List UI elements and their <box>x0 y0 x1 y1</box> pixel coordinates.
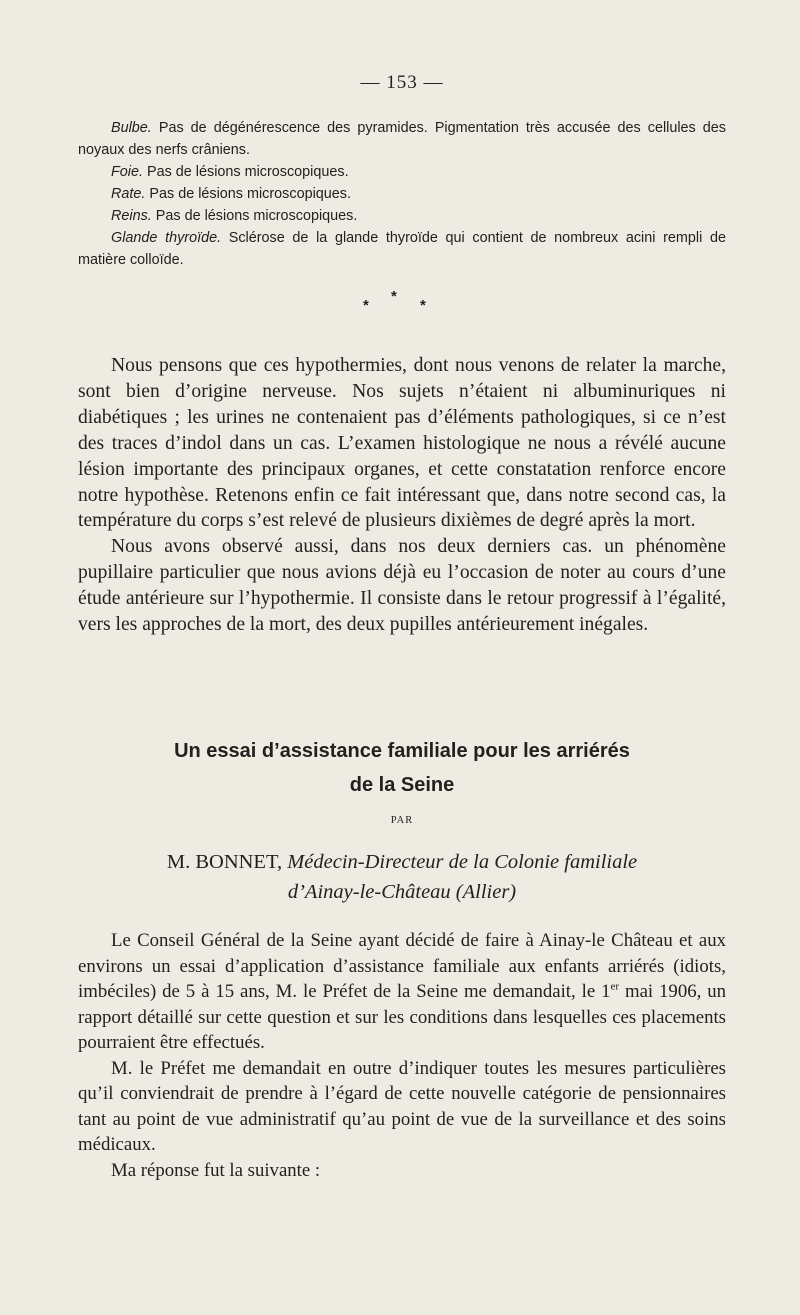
note-label: Foie. <box>111 164 143 180</box>
paragraph: Nous avons observé aussi, dans nos deux derniers cas. un phénomène pupillaire particulier que nous avions déjà eu l’occasion de noter au cours d’une étude antérieure sur l’hypothermie. Il consiste dans le retour progressif à l’égalité, vers les approches de la mort, des deux pupilles antérieurement inégales. <box>78 536 726 636</box>
note-text: Pas de lésions microscopiques. <box>151 208 358 224</box>
section-asterism <box>78 288 726 318</box>
author-block <box>78 847 726 907</box>
note-glande-thyroide <box>78 227 726 271</box>
author-line-1 <box>78 847 726 877</box>
autopsy-notes <box>78 117 726 271</box>
conclusion-text <box>78 353 726 638</box>
note-label: Glande thyroïde. <box>111 230 222 246</box>
author-name: M. BONNET, <box>166 851 283 873</box>
asterism-star-top: * <box>391 288 397 305</box>
note-text: Sclérose de la glande thyroïde qui contient de nombreux acini rempli de matière colloïde. <box>78 230 726 268</box>
superscript: er <box>610 980 620 993</box>
book-page <box>78 0 726 1315</box>
author-place: d’Ainay-le-Château (Allier) <box>287 881 517 903</box>
page-number: — 153 — <box>360 72 444 93</box>
author-line-2 <box>78 877 726 907</box>
asterism-star-right: * <box>420 297 426 314</box>
article-title-line-1: Un essai d’assistance familiale pour les arriérés <box>174 740 630 762</box>
paragraph: M. le Préfet me demandait en outre d’indiquer toutes les mesures particulières qu’il conviendrait de prendre à l’égard de cette nouvelle catégorie de pensionnaires tant au point de vue administratif qu’au point de vue de la surveillance et des soins médicaux. <box>78 1057 726 1155</box>
note-foie <box>78 161 726 183</box>
paragraph: Ma réponse fut la suivante : <box>111 1159 321 1181</box>
note-reins <box>78 205 726 227</box>
note-bulbe <box>78 117 726 161</box>
paragraph <box>78 928 726 1056</box>
paragraph-text: Le Conseil Général de la Seine ayant décidé de faire à Ainay-le Château et aux environs un essai d’application d’assistance familiale aux enfants arriérés (idiots, imbéciles) de 5 à 15 ans, M. le Préfet de la Seine me demandait, le 1 <box>78 930 726 1002</box>
article-body <box>78 928 726 1183</box>
paragraph-text: mai 1906, un rapport détaillé sur cette question et sur les conditions dans lesquelles ces placements pourraient être effectués. <box>78 981 726 1053</box>
byline-par: PAR <box>390 815 414 826</box>
note-label: Rate. <box>111 186 146 202</box>
note-text: Pas de lésions microscopiques. <box>145 186 351 202</box>
note-text: Pas de lésions microscopiques. <box>143 164 349 180</box>
asterism-star-left: * <box>363 297 369 314</box>
author-role: Médecin-Directeur de la Colonie familiale <box>287 851 638 873</box>
note-label: Bulbe. <box>111 120 152 136</box>
note-label: Reins. <box>111 208 152 224</box>
paragraph: Nous pensons que ces hypothermies, dont nous venons de relater la marche, sont bien d’origine nerveuse. Nos sujets n’étaient ni albuminuriques ni diabétiques ; les urines ne contenaient pas d’éléments pathologiques, si ce n’est des traces d’indol dans un cas. L’examen histologique ne nous a révélé aucune lésion importante des principaux organes, et cette constatation renforce encore notre hypothèse. Retenons enfin ce fait intéressant que, dans notre second cas, la température du corps s’est relevé de plusieurs dixièmes de degré après la mort. <box>78 355 726 532</box>
note-rate <box>78 183 726 205</box>
article-title-line-2: de la Seine <box>349 774 455 796</box>
article-title <box>78 734 726 802</box>
note-text: Pas de dégénérescence des pyramides. Pigmentation très accusée des cellules des noyaux des nerfs crâniens. <box>78 120 726 158</box>
